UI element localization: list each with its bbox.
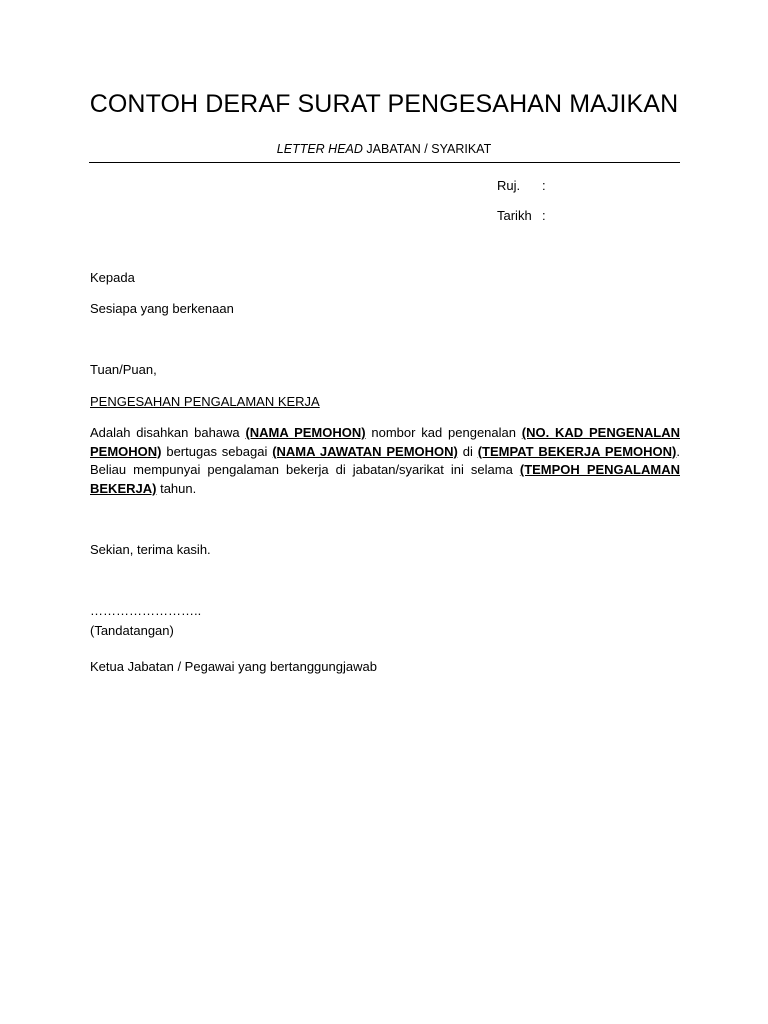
date-line [497,208,546,223]
document-title: CONTOH DERAF SURAT PENGESAHAN MAJIKAN [89,90,679,118]
recipient-kepada: Kepada [90,270,135,285]
closing-line: Sekian, terima kasih. [90,542,211,557]
subject-heading: PENGESAHAN PENGALAMAN KERJA [90,394,320,409]
reference-line [497,178,546,193]
header-divider [89,162,680,163]
placeholder-nama-jawatan: (NAMA JAWATAN PEMOHON) [272,443,458,459]
placeholder-nama-pemohon: (NAMA PEMOHON) [245,425,366,440]
signature-dots: …………………….. [90,603,202,618]
letterhead-italic: LETTER HEAD [276,142,363,156]
salutation: Tuan/Puan, [90,362,157,377]
recipient-sesiapa: Sesiapa yang berkenaan [90,301,234,316]
tarikh-label: Tarikh [497,208,532,223]
signature-label: (Tandatangan) [90,623,174,638]
body-text-2: nombor kad pengenalan [365,425,522,440]
placeholder-tempat-bekerja: (TEMPAT BEKERJA PEMOHON) [477,443,677,459]
ruj-separator: : [542,178,546,193]
placeholder-no-kad-pengenalan: (NO. KAD PENGENALAN PEMOHON) [90,425,680,459]
letterhead [0,142,768,156]
body-text-4: di [457,443,478,459]
ruj-label: Ruj. [497,178,521,193]
body-text-1: Adalah disahkan bahawa [90,425,246,440]
body-text-3: bertugas sebagai [161,443,273,459]
body-text-6: tahun. [156,480,197,496]
body-text-5: . Beliau mempunyai pengalaman bekerja di jabatan/syarikat ini selama [90,443,680,477]
tarikh-separator: : [542,208,546,223]
placeholder-tempoh-pengalaman: (TEMPOH PENGALAMAN BEKERJA) [90,462,680,496]
signatory-position: Ketua Jabatan / Pegawai yang bertanggungjawab [90,659,377,674]
body-paragraph [90,424,680,498]
letterhead-text: JABATAN / SYARIKAT [366,142,492,156]
